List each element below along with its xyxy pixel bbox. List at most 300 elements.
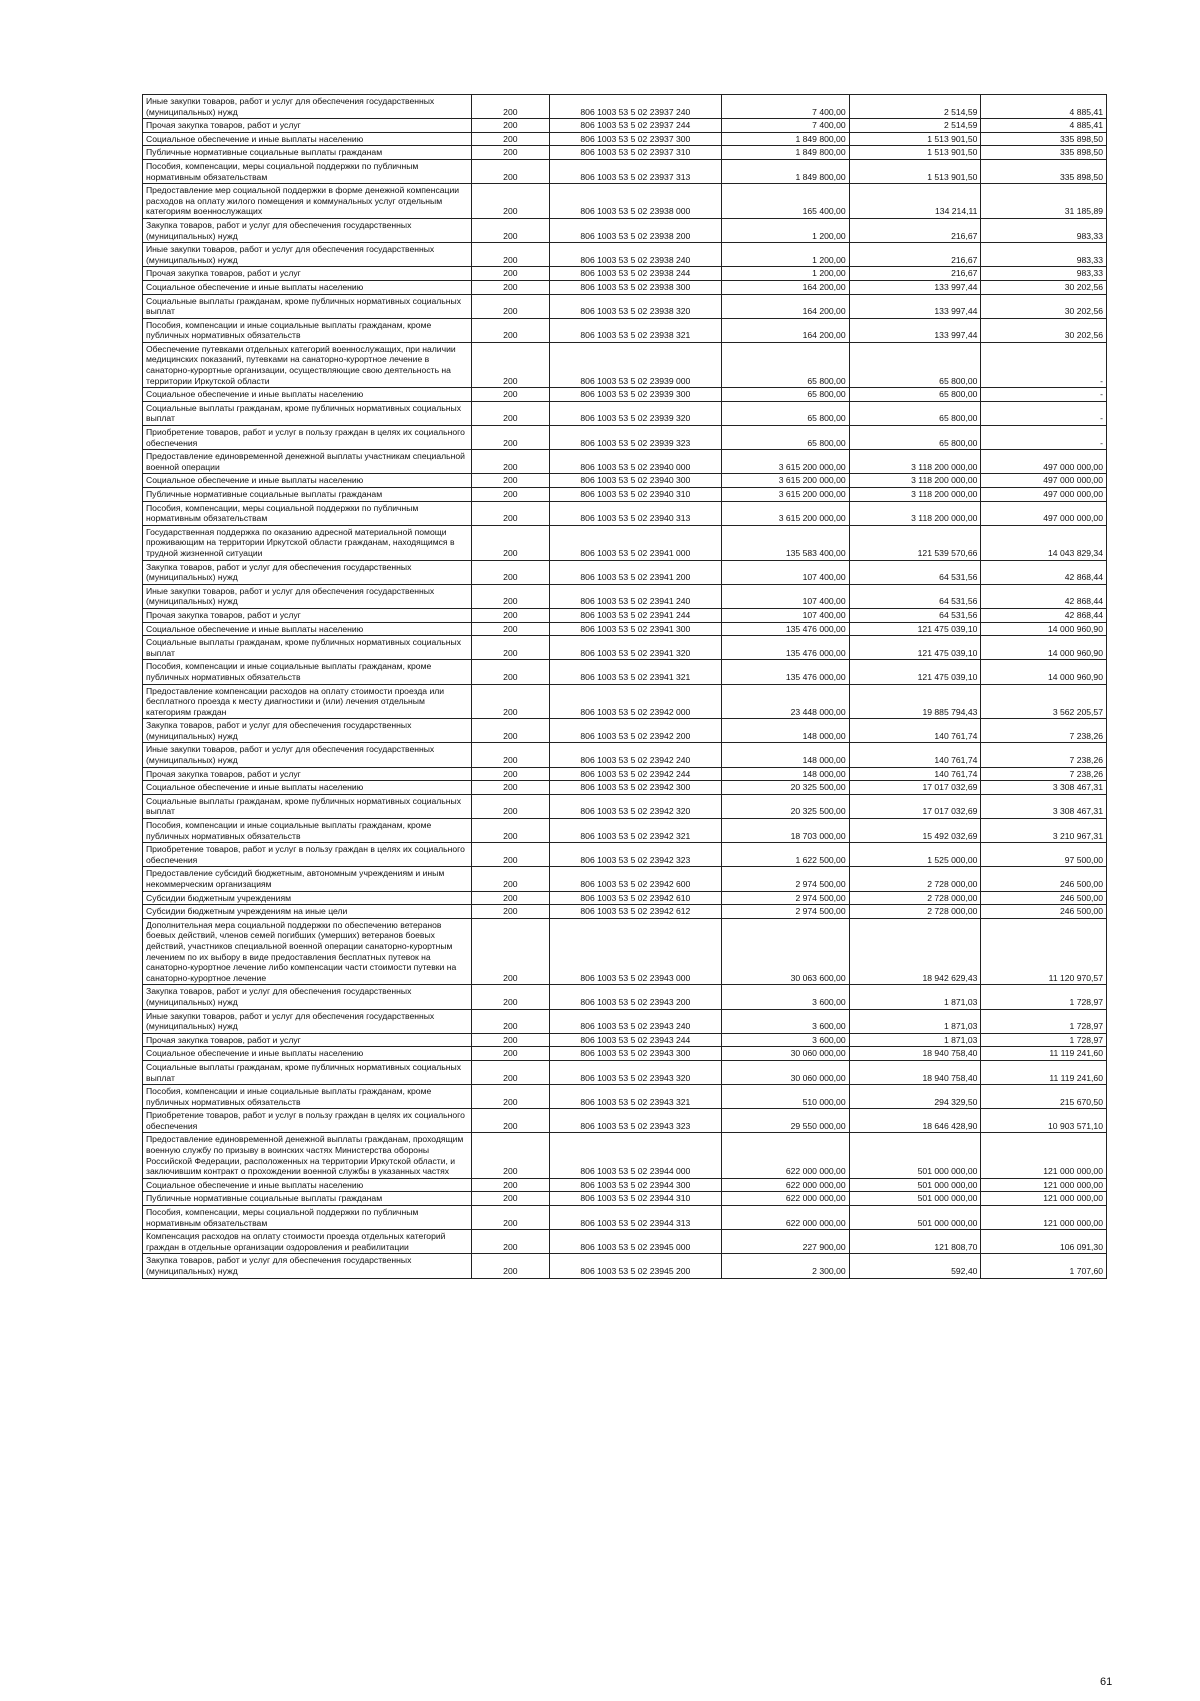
unexecuted-amount-cell: 335 898,50 (981, 132, 1107, 146)
table-row (143, 1133, 1107, 1178)
unexecuted-amount-cell: 121 000 000,00 (981, 1206, 1107, 1230)
approved-amount-cell: 3 615 200 000,00 (722, 450, 850, 474)
executed-amount-cell: 18 646 428,90 (849, 1109, 981, 1133)
unexecuted-amount-cell: 10 903 571,10 (981, 1109, 1107, 1133)
executed-amount-cell: 3 118 200 000,00 (849, 501, 981, 525)
classification-code-cell: 806 1003 53 5 02 23943 320 (549, 1060, 721, 1084)
executed-amount-cell: 2 728 000,00 (849, 905, 981, 919)
executed-amount-cell: 64 531,56 (849, 560, 981, 584)
executed-amount-cell: 121 475 039,10 (849, 660, 981, 684)
table-row (143, 218, 1107, 242)
executed-amount-cell: 17 017 032,69 (849, 794, 981, 818)
classification-code-cell: 806 1003 53 5 02 23942 610 (549, 891, 721, 905)
executed-amount-cell: 17 017 032,69 (849, 781, 981, 795)
approved-amount-cell: 7 400,00 (722, 119, 850, 133)
approved-amount-cell: 107 400,00 (722, 584, 850, 608)
executed-amount-cell: 501 000 000,00 (849, 1192, 981, 1206)
unexecuted-amount-cell: 31 185,89 (981, 184, 1107, 219)
approved-amount-cell: 3 615 200 000,00 (722, 474, 850, 488)
unexecuted-amount-cell: 7 238,26 (981, 719, 1107, 743)
line-code-cell: 200 (471, 132, 549, 146)
executed-amount-cell: 18 942 629,43 (849, 918, 981, 985)
executed-amount-cell: 1 871,03 (849, 1033, 981, 1047)
executed-amount-cell: 18 940 758,40 (849, 1060, 981, 1084)
line-code-cell: 200 (471, 1230, 549, 1254)
approved-amount-cell: 65 800,00 (722, 342, 850, 387)
expense-name-cell: Субсидии бюджетным учреждениям на иные цели (143, 905, 472, 919)
expense-name-cell: Иные закупки товаров, работ и услуг для обеспечения государственных (муниципальных) нужд (143, 584, 472, 608)
line-code-cell: 200 (471, 905, 549, 919)
classification-code-cell: 806 1003 53 5 02 23938 300 (549, 280, 721, 294)
approved-amount-cell: 148 000,00 (722, 743, 850, 767)
executed-amount-cell: 65 800,00 (849, 401, 981, 425)
unexecuted-amount-cell: 497 000 000,00 (981, 501, 1107, 525)
table-row (143, 1192, 1107, 1206)
expense-name-cell: Социальное обеспечение и иные выплаты населению (143, 388, 472, 402)
executed-amount-cell: 140 761,74 (849, 743, 981, 767)
expense-name-cell: Прочая закупка товаров, работ и услуг (143, 119, 472, 133)
approved-amount-cell: 2 300,00 (722, 1254, 850, 1278)
approved-amount-cell: 1 200,00 (722, 218, 850, 242)
unexecuted-amount-cell: 11 119 241,60 (981, 1047, 1107, 1061)
unexecuted-amount-cell: 335 898,50 (981, 146, 1107, 160)
classification-code-cell: 806 1003 53 5 02 23939 300 (549, 388, 721, 402)
expense-name-cell: Социальное обеспечение и иные выплаты населению (143, 132, 472, 146)
executed-amount-cell: 18 940 758,40 (849, 1047, 981, 1061)
table-row (143, 1060, 1107, 1084)
expense-name-cell: Социальное обеспечение и иные выплаты населению (143, 280, 472, 294)
classification-code-cell: 806 1003 53 5 02 23945 000 (549, 1230, 721, 1254)
approved-amount-cell: 2 974 500,00 (722, 905, 850, 919)
line-code-cell: 200 (471, 918, 549, 985)
expense-name-cell: Социальное обеспечение и иные выплаты населению (143, 781, 472, 795)
classification-code-cell: 806 1003 53 5 02 23942 612 (549, 905, 721, 919)
line-code-cell: 200 (471, 1192, 549, 1206)
classification-code-cell: 806 1003 53 5 02 23940 000 (549, 450, 721, 474)
unexecuted-amount-cell: 14 043 829,34 (981, 525, 1107, 560)
classification-code-cell: 806 1003 53 5 02 23937 310 (549, 146, 721, 160)
line-code-cell: 200 (471, 243, 549, 267)
executed-amount-cell: 216,67 (849, 243, 981, 267)
expense-name-cell: Социальное обеспечение и иные выплаты населению (143, 474, 472, 488)
classification-code-cell: 806 1003 53 5 02 23941 240 (549, 584, 721, 608)
line-code-cell: 200 (471, 767, 549, 781)
executed-amount-cell: 121 808,70 (849, 1230, 981, 1254)
executed-amount-cell: 501 000 000,00 (849, 1206, 981, 1230)
classification-code-cell: 806 1003 53 5 02 23937 244 (549, 119, 721, 133)
expense-name-cell: Государственная поддержка по оказанию адресной материальной помощи проживающим на территории Иркутской области гражданам, находящимся в трудной жизненной ситуации (143, 525, 472, 560)
classification-code-cell: 806 1003 53 5 02 23940 313 (549, 501, 721, 525)
line-code-cell: 200 (471, 488, 549, 502)
table-row (143, 985, 1107, 1009)
expense-name-cell: Приобретение товаров, работ и услуг в пользу граждан в целях их социального обеспечения (143, 1109, 472, 1133)
unexecuted-amount-cell: 3 308 467,31 (981, 794, 1107, 818)
approved-amount-cell: 30 060 000,00 (722, 1060, 850, 1084)
expense-name-cell: Иные закупки товаров, работ и услуг для обеспечения государственных (муниципальных) нужд (143, 243, 472, 267)
executed-amount-cell: 1 871,03 (849, 985, 981, 1009)
classification-code-cell: 806 1003 53 5 02 23943 321 (549, 1085, 721, 1109)
executed-amount-cell: 501 000 000,00 (849, 1178, 981, 1192)
executed-amount-cell: 294 329,50 (849, 1085, 981, 1109)
approved-amount-cell: 107 400,00 (722, 608, 850, 622)
table-row (143, 819, 1107, 843)
table-row (143, 560, 1107, 584)
approved-amount-cell: 1 849 800,00 (722, 146, 850, 160)
table-row (143, 1085, 1107, 1109)
approved-amount-cell: 2 974 500,00 (722, 867, 850, 891)
unexecuted-amount-cell: 983,33 (981, 218, 1107, 242)
line-code-cell: 200 (471, 119, 549, 133)
approved-amount-cell: 135 476 000,00 (722, 622, 850, 636)
executed-amount-cell: 64 531,56 (849, 608, 981, 622)
table-row (143, 905, 1107, 919)
executed-amount-cell: 121 475 039,10 (849, 622, 981, 636)
expense-name-cell: Социальное обеспечение и иные выплаты населению (143, 1047, 472, 1061)
table-row (143, 1230, 1107, 1254)
approved-amount-cell: 2 974 500,00 (722, 891, 850, 905)
unexecuted-amount-cell: 983,33 (981, 243, 1107, 267)
line-code-cell: 200 (471, 280, 549, 294)
approved-amount-cell: 1 622 500,00 (722, 843, 850, 867)
classification-code-cell: 806 1003 53 5 02 23944 310 (549, 1192, 721, 1206)
approved-amount-cell: 622 000 000,00 (722, 1192, 850, 1206)
unexecuted-amount-cell: - (981, 426, 1107, 450)
table-row (143, 660, 1107, 684)
expense-name-cell: Субсидии бюджетным учреждениям (143, 891, 472, 905)
classification-code-cell: 806 1003 53 5 02 23942 300 (549, 781, 721, 795)
approved-amount-cell: 622 000 000,00 (722, 1178, 850, 1192)
classification-code-cell: 806 1003 53 5 02 23938 320 (549, 294, 721, 318)
approved-amount-cell: 20 325 500,00 (722, 781, 850, 795)
line-code-cell: 200 (471, 1206, 549, 1230)
approved-amount-cell: 227 900,00 (722, 1230, 850, 1254)
approved-amount-cell: 164 200,00 (722, 280, 850, 294)
classification-code-cell: 806 1003 53 5 02 23944 300 (549, 1178, 721, 1192)
unexecuted-amount-cell: 1 728,97 (981, 1033, 1107, 1047)
line-code-cell: 200 (471, 794, 549, 818)
line-code-cell: 200 (471, 342, 549, 387)
table-row (143, 584, 1107, 608)
table-row (143, 318, 1107, 342)
table-row (143, 525, 1107, 560)
approved-amount-cell: 1 200,00 (722, 267, 850, 281)
line-code-cell: 200 (471, 501, 549, 525)
line-code-cell: 200 (471, 684, 549, 719)
classification-code-cell: 806 1003 53 5 02 23941 300 (549, 622, 721, 636)
approved-amount-cell: 7 400,00 (722, 95, 850, 119)
table-row (143, 267, 1107, 281)
classification-code-cell: 806 1003 53 5 02 23939 000 (549, 342, 721, 387)
table-row (143, 781, 1107, 795)
unexecuted-amount-cell: 14 000 960,90 (981, 636, 1107, 660)
classification-code-cell: 806 1003 53 5 02 23937 300 (549, 132, 721, 146)
executed-amount-cell: 216,67 (849, 218, 981, 242)
unexecuted-amount-cell: - (981, 401, 1107, 425)
unexecuted-amount-cell: 30 202,56 (981, 280, 1107, 294)
approved-amount-cell: 1 200,00 (722, 243, 850, 267)
classification-code-cell: 806 1003 53 5 02 23943 300 (549, 1047, 721, 1061)
line-code-cell: 200 (471, 450, 549, 474)
unexecuted-amount-cell: 121 000 000,00 (981, 1178, 1107, 1192)
classification-code-cell: 806 1003 53 5 02 23942 320 (549, 794, 721, 818)
unexecuted-amount-cell: 4 885,41 (981, 95, 1107, 119)
executed-amount-cell: 2 514,59 (849, 95, 981, 119)
table-row (143, 719, 1107, 743)
unexecuted-amount-cell: - (981, 342, 1107, 387)
approved-amount-cell: 20 325 500,00 (722, 794, 850, 818)
line-code-cell: 200 (471, 1033, 549, 1047)
approved-amount-cell: 30 060 000,00 (722, 1047, 850, 1061)
line-code-cell: 200 (471, 719, 549, 743)
expense-name-cell: Пособия, компенсации и иные социальные выплаты гражданам, кроме публичных нормативных обязательств (143, 318, 472, 342)
expense-name-cell: Публичные нормативные социальные выплаты гражданам (143, 146, 472, 160)
approved-amount-cell: 65 800,00 (722, 388, 850, 402)
table-row (143, 401, 1107, 425)
expense-name-cell: Иные закупки товаров, работ и услуг для обеспечения государственных (муниципальных) нужд (143, 1009, 472, 1033)
approved-amount-cell: 148 000,00 (722, 767, 850, 781)
line-code-cell: 200 (471, 1178, 549, 1192)
unexecuted-amount-cell: 3 308 467,31 (981, 781, 1107, 795)
line-code-cell: 200 (471, 1060, 549, 1084)
approved-amount-cell: 30 063 600,00 (722, 918, 850, 985)
classification-code-cell: 806 1003 53 5 02 23940 310 (549, 488, 721, 502)
classification-code-cell: 806 1003 53 5 02 23943 240 (549, 1009, 721, 1033)
unexecuted-amount-cell: 42 868,44 (981, 584, 1107, 608)
table-row (143, 501, 1107, 525)
line-code-cell: 200 (471, 985, 549, 1009)
line-code-cell: 200 (471, 95, 549, 119)
approved-amount-cell: 107 400,00 (722, 560, 850, 584)
classification-code-cell: 806 1003 53 5 02 23939 323 (549, 426, 721, 450)
table-row (143, 450, 1107, 474)
line-code-cell: 200 (471, 891, 549, 905)
expense-name-cell: Предоставление единовременной денежной выплаты гражданам, проходящим военную службу по призыву в воинских частях Министерства обороны Российской Федерации, расположенных на территории Иркутской области, и заключившим контракт о прохождении военной службы в указанных частях (143, 1133, 472, 1178)
executed-amount-cell: 592,40 (849, 1254, 981, 1278)
line-code-cell: 200 (471, 1085, 549, 1109)
line-code-cell: 200 (471, 318, 549, 342)
table-row (143, 342, 1107, 387)
table-row (143, 280, 1107, 294)
unexecuted-amount-cell: 4 885,41 (981, 119, 1107, 133)
executed-amount-cell: 134 214,11 (849, 184, 981, 219)
page-number: 61 (1100, 1676, 1113, 1688)
unexecuted-amount-cell: 11 119 241,60 (981, 1060, 1107, 1084)
approved-amount-cell: 65 800,00 (722, 401, 850, 425)
approved-amount-cell: 1 849 800,00 (722, 159, 850, 183)
executed-amount-cell: 133 997,44 (849, 318, 981, 342)
executed-amount-cell: 19 885 794,43 (849, 684, 981, 719)
classification-code-cell: 806 1003 53 5 02 23945 200 (549, 1254, 721, 1278)
classification-code-cell: 806 1003 53 5 02 23943 200 (549, 985, 721, 1009)
expense-name-cell: Пособия, компенсации, меры социальной поддержки по публичным нормативным обязательствам (143, 159, 472, 183)
expense-name-cell: Предоставление единовременной денежной выплаты участникам специальной военной операции (143, 450, 472, 474)
classification-code-cell: 806 1003 53 5 02 23938 000 (549, 184, 721, 219)
table-row (143, 243, 1107, 267)
table-row (143, 743, 1107, 767)
unexecuted-amount-cell: 246 500,00 (981, 891, 1107, 905)
unexecuted-amount-cell: 121 000 000,00 (981, 1192, 1107, 1206)
classification-code-cell: 806 1003 53 5 02 23943 323 (549, 1109, 721, 1133)
line-code-cell: 200 (471, 184, 549, 219)
unexecuted-amount-cell: 30 202,56 (981, 294, 1107, 318)
table-row (143, 1254, 1107, 1278)
line-code-cell: 200 (471, 525, 549, 560)
table-row (143, 1178, 1107, 1192)
table-row (143, 488, 1107, 502)
approved-amount-cell: 135 476 000,00 (722, 660, 850, 684)
line-code-cell: 200 (471, 781, 549, 795)
executed-amount-cell: 133 997,44 (849, 280, 981, 294)
expense-name-cell: Предоставление субсидий бюджетным, автономным учреждениям и иным некоммерческим организациям (143, 867, 472, 891)
line-code-cell: 200 (471, 1047, 549, 1061)
unexecuted-amount-cell: 11 120 970,57 (981, 918, 1107, 985)
approved-amount-cell: 29 550 000,00 (722, 1109, 850, 1133)
table-body (143, 95, 1107, 1279)
approved-amount-cell: 622 000 000,00 (722, 1206, 850, 1230)
approved-amount-cell: 135 583 400,00 (722, 525, 850, 560)
expense-name-cell: Закупка товаров, работ и услуг для обеспечения государственных (муниципальных) нужд (143, 218, 472, 242)
expense-name-cell: Социальные выплаты гражданам, кроме публичных нормативных социальных выплат (143, 636, 472, 660)
table-row (143, 867, 1107, 891)
approved-amount-cell: 3 600,00 (722, 985, 850, 1009)
executed-amount-cell: 140 761,74 (849, 719, 981, 743)
line-code-cell: 200 (471, 218, 549, 242)
table-row (143, 294, 1107, 318)
line-code-cell: 200 (471, 843, 549, 867)
unexecuted-amount-cell: 106 091,30 (981, 1230, 1107, 1254)
expense-name-cell: Закупка товаров, работ и услуг для обеспечения государственных (муниципальных) нужд (143, 985, 472, 1009)
table-row (143, 1047, 1107, 1061)
table-row (143, 622, 1107, 636)
approved-amount-cell: 18 703 000,00 (722, 819, 850, 843)
expense-name-cell: Иные закупки товаров, работ и услуг для обеспечения государственных (муниципальных) нужд (143, 743, 472, 767)
unexecuted-amount-cell: 14 000 960,90 (981, 660, 1107, 684)
executed-amount-cell: 2 514,59 (849, 119, 981, 133)
approved-amount-cell: 135 476 000,00 (722, 636, 850, 660)
executed-amount-cell: 1 871,03 (849, 1009, 981, 1033)
expense-name-cell: Социальные выплаты гражданам, кроме публичных нормативных социальных выплат (143, 294, 472, 318)
approved-amount-cell: 23 448 000,00 (722, 684, 850, 719)
classification-code-cell: 806 1003 53 5 02 23942 321 (549, 819, 721, 843)
expense-name-cell: Социальное обеспечение и иные выплаты населению (143, 1178, 472, 1192)
executed-amount-cell: 216,67 (849, 267, 981, 281)
classification-code-cell: 806 1003 53 5 02 23941 244 (549, 608, 721, 622)
unexecuted-amount-cell: 42 868,44 (981, 560, 1107, 584)
approved-amount-cell: 510 000,00 (722, 1085, 850, 1109)
unexecuted-amount-cell: 215 670,50 (981, 1085, 1107, 1109)
table-row (143, 1206, 1107, 1230)
unexecuted-amount-cell: 3 562 205,57 (981, 684, 1107, 719)
classification-code-cell: 806 1003 53 5 02 23943 244 (549, 1033, 721, 1047)
table-row (143, 891, 1107, 905)
table-row (143, 426, 1107, 450)
line-code-cell: 200 (471, 426, 549, 450)
expense-name-cell: Социальные выплаты гражданам, кроме публичных нормативных социальных выплат (143, 401, 472, 425)
line-code-cell: 200 (471, 743, 549, 767)
expense-name-cell: Компенсация расходов на оплату стоимости проезда отдельных категорий граждан в отдельные организации оздоровления и реабилитации (143, 1230, 472, 1254)
unexecuted-amount-cell: 3 210 967,31 (981, 819, 1107, 843)
line-code-cell: 200 (471, 1109, 549, 1133)
table-row (143, 184, 1107, 219)
classification-code-cell: 806 1003 53 5 02 23938 321 (549, 318, 721, 342)
expense-name-cell: Прочая закупка товаров, работ и услуг (143, 267, 472, 281)
executed-amount-cell: 15 492 032,69 (849, 819, 981, 843)
classification-code-cell: 806 1003 53 5 02 23938 244 (549, 267, 721, 281)
line-code-cell: 200 (471, 1254, 549, 1278)
expense-name-cell: Дополнительная мера социальной поддержки по обеспечению ветеранов боевых действий, членов семей погибших (умерших) ветеранов боевых действий, участников специальной военной операции санаторно-курортным лечением по их выбору в виде предоставления бесплатных путевок на санаторно-курортное лечение либо компенсации части стоимости путевки на санаторно-курортное лечение (143, 918, 472, 985)
line-code-cell: 200 (471, 267, 549, 281)
executed-amount-cell: 501 000 000,00 (849, 1133, 981, 1178)
expense-name-cell: Пособия, компенсации и иные социальные выплаты гражданам, кроме публичных нормативных обязательств (143, 1085, 472, 1109)
executed-amount-cell: 1 513 901,50 (849, 132, 981, 146)
approved-amount-cell: 622 000 000,00 (722, 1133, 850, 1178)
table-row (143, 132, 1107, 146)
table-row (143, 1009, 1107, 1033)
classification-code-cell: 806 1003 53 5 02 23938 200 (549, 218, 721, 242)
classification-code-cell: 806 1003 53 5 02 23942 000 (549, 684, 721, 719)
expense-name-cell: Социальные выплаты гражданам, кроме публичных нормативных социальных выплат (143, 794, 472, 818)
table-row (143, 918, 1107, 985)
table-row (143, 119, 1107, 133)
line-code-cell: 200 (471, 636, 549, 660)
expense-name-cell: Приобретение товаров, работ и услуг в пользу граждан в целях их социального обеспечения (143, 426, 472, 450)
line-code-cell: 200 (471, 474, 549, 488)
approved-amount-cell: 1 849 800,00 (722, 132, 850, 146)
line-code-cell: 200 (471, 294, 549, 318)
expense-name-cell: Публичные нормативные социальные выплаты гражданам (143, 488, 472, 502)
expense-name-cell: Прочая закупка товаров, работ и услуг (143, 608, 472, 622)
expense-name-cell: Приобретение товаров, работ и услуг в пользу граждан в целях их социального обеспечения (143, 843, 472, 867)
table-row (143, 1109, 1107, 1133)
budget-execution-table (142, 94, 1107, 1279)
expense-name-cell: Закупка товаров, работ и услуг для обеспечения государственных (муниципальных) нужд (143, 560, 472, 584)
unexecuted-amount-cell: 497 000 000,00 (981, 474, 1107, 488)
classification-code-cell: 806 1003 53 5 02 23941 320 (549, 636, 721, 660)
executed-amount-cell: 65 800,00 (849, 426, 981, 450)
classification-code-cell: 806 1003 53 5 02 23939 320 (549, 401, 721, 425)
line-code-cell: 200 (471, 608, 549, 622)
unexecuted-amount-cell: 97 500,00 (981, 843, 1107, 867)
line-code-cell: 200 (471, 622, 549, 636)
table-row (143, 794, 1107, 818)
executed-amount-cell: 1 513 901,50 (849, 146, 981, 160)
executed-amount-cell: 3 118 200 000,00 (849, 450, 981, 474)
unexecuted-amount-cell: 335 898,50 (981, 159, 1107, 183)
unexecuted-amount-cell: 42 868,44 (981, 608, 1107, 622)
classification-code-cell: 806 1003 53 5 02 23941 200 (549, 560, 721, 584)
classification-code-cell: 806 1003 53 5 02 23944 313 (549, 1206, 721, 1230)
line-code-cell: 200 (471, 1009, 549, 1033)
expense-name-cell: Пособия, компенсации, меры социальной поддержки по публичным нормативным обязательствам (143, 1206, 472, 1230)
expense-name-cell: Иные закупки товаров, работ и услуг для обеспечения государственных (муниципальных) нужд (143, 95, 472, 119)
classification-code-cell: 806 1003 53 5 02 23942 600 (549, 867, 721, 891)
unexecuted-amount-cell: 983,33 (981, 267, 1107, 281)
expense-name-cell: Предоставление компенсации расходов на оплату стоимости проезда или бесплатного проезда к месту диагностики и (или) лечения отдельным категориям граждан (143, 684, 472, 719)
classification-code-cell: 806 1003 53 5 02 23941 000 (549, 525, 721, 560)
unexecuted-amount-cell: 497 000 000,00 (981, 450, 1107, 474)
table-row (143, 843, 1107, 867)
expense-name-cell: Публичные нормативные социальные выплаты гражданам (143, 1192, 472, 1206)
approved-amount-cell: 164 200,00 (722, 318, 850, 342)
line-code-cell: 200 (471, 1133, 549, 1178)
expense-name-cell: Социальные выплаты гражданам, кроме публичных нормативных социальных выплат (143, 1060, 472, 1084)
classification-code-cell: 806 1003 53 5 02 23943 000 (549, 918, 721, 985)
line-code-cell: 200 (471, 867, 549, 891)
table-row (143, 636, 1107, 660)
executed-amount-cell: 1 525 000,00 (849, 843, 981, 867)
classification-code-cell: 806 1003 53 5 02 23940 300 (549, 474, 721, 488)
expense-name-cell: Пособия, компенсации, меры социальной поддержки по публичным нормативным обязательствам (143, 501, 472, 525)
